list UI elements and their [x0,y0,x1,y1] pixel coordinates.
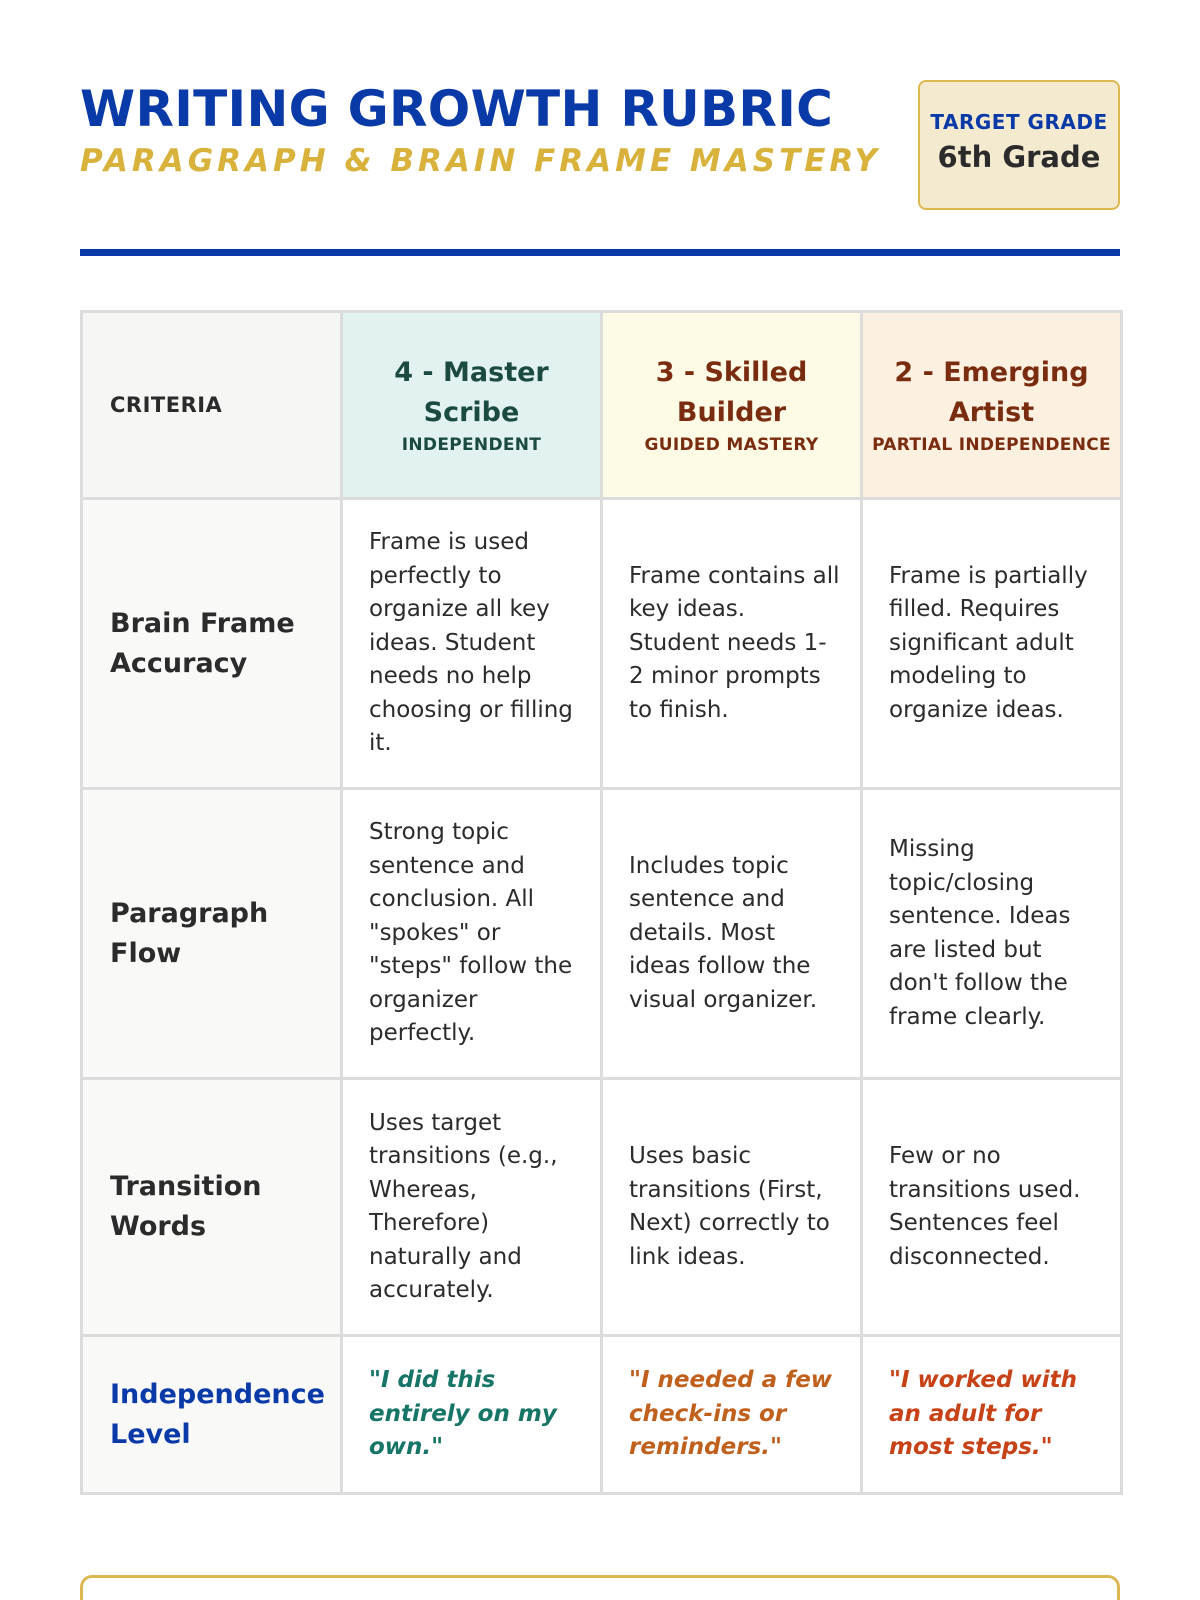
level-2-description: Missing topic/closing sentence. Ideas are listed but don't follow the frame clearly. [862,789,1122,1079]
level-2-quote: "I worked with an adult for most steps." [862,1336,1122,1494]
level-2-description: Few or no transitions used. Sentences feel disconnected. [862,1079,1122,1336]
level-4-description: Frame is used perfectly to organize all key ideas. Student needs no help choosing or filling it. [342,499,602,789]
notes-box [80,1575,1120,1600]
header-divider [80,249,1120,256]
table-row [82,499,1122,789]
criterion-label: Paragraph Flow [82,789,342,1079]
level-name: 4 - Master Scribe [394,357,549,428]
table-row [82,789,1122,1079]
criterion-label: Transition Words [82,1079,342,1336]
level-name: 2 - Emerging Artist [894,357,1089,428]
table-header-row [82,312,1122,499]
criteria-header: CRITERIA [82,312,342,499]
level-3-quote: "I needed a few check-ins or reminders." [602,1336,862,1494]
criterion-label: Brain Frame Accuracy [82,499,342,789]
criterion-label: Independence Level [82,1336,342,1494]
level-4-description: Uses target transitions (e.g., Whereas, Therefore) naturally and accurately. [342,1079,602,1336]
level-3-description: Includes topic sentence and details. Most ideas follow the visual organizer. [602,789,862,1079]
target-grade-badge [918,80,1120,210]
level-3-description: Uses basic transitions (First, Next) correctly to link ideas. [602,1079,862,1336]
level-4-description: Strong topic sentence and conclusion. All "spokes" or "steps" follow the organizer perfectly. [342,789,602,1079]
table-row [82,1079,1122,1336]
level-subtitle: PARTIAL INDEPENDENCE [872,435,1111,455]
level-4-quote: "I did this entirely on my own." [342,1336,602,1494]
page-subtitle: PARAGRAPH & BRAIN FRAME MASTERY [80,143,881,179]
table-row [82,1336,1122,1494]
level-2-description: Frame is partially filled. Requires significant adult modeling to organize ideas. [862,499,1122,789]
rubric-table [80,310,1123,1495]
level-subtitle: INDEPENDENT [401,435,542,455]
level-2-header [862,312,1122,499]
level-3-header [602,312,862,499]
level-subtitle: GUIDED MASTERY [644,435,819,455]
page-title: WRITING GROWTH RUBRIC [80,80,834,138]
level-3-description: Frame contains all key ideas. Student needs 1-2 minor prompts to finish. [602,499,862,789]
target-grade-value: 6th Grade [937,140,1101,174]
level-name: 3 - Skilled Builder [655,357,808,428]
level-4-header [342,312,602,499]
target-grade-label: TARGET GRADE [930,110,1108,134]
